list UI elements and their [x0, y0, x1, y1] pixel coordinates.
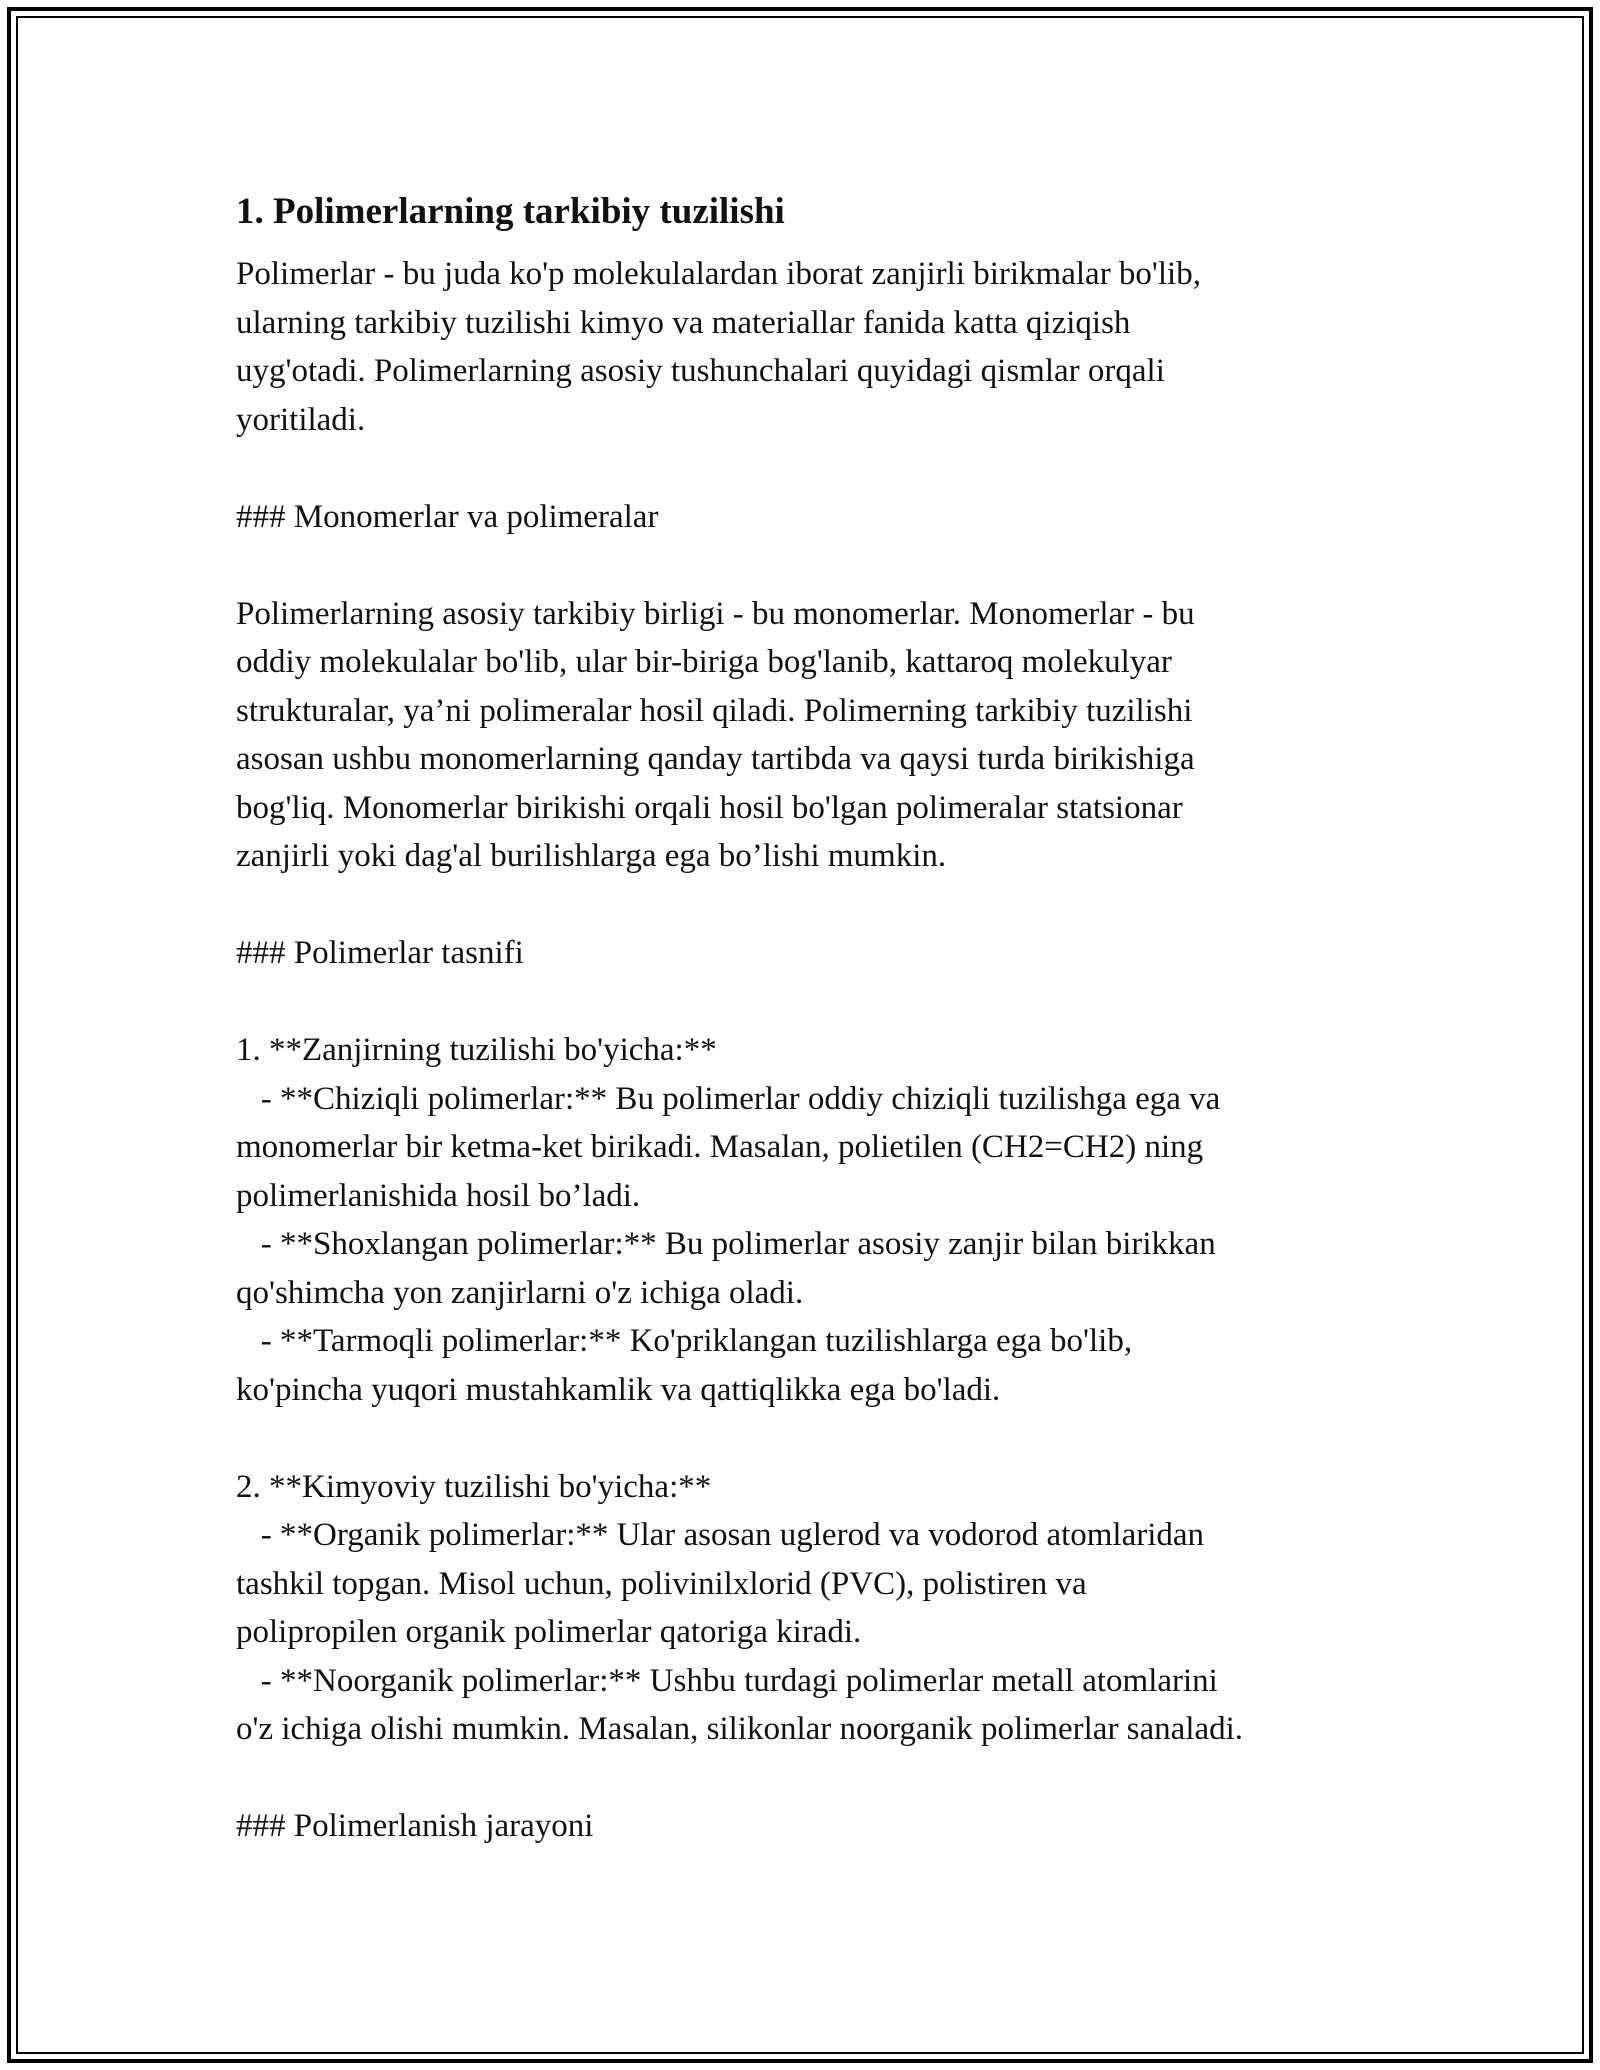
text-line: Polimerlar - bu juda ko'p molekulalardan iborat zanjirli birikmalar bo'lib,: [236, 256, 1201, 292]
document-page: [236, 186, 1376, 1851]
text-line: tashkil topgan. Misol uchun, polivinilxlorid (PVC), polistiren va: [236, 1565, 1087, 1602]
text-line: 1. **Zanjirning tuzilishi bo'yicha:**: [236, 1032, 717, 1068]
text-line: qo'shimcha yon zanjirlarni o'z ichiga oladi.: [236, 1274, 804, 1311]
blank-line: [236, 444, 1376, 493]
text-line: ko'pincha yuqori mustahkamlik va qattiqlikka ega bo'ladi.: [236, 1371, 1001, 1408]
text-line: strukturalar, ya’ni polimeralar hosil qiladi. Polimerning tarkibiy tuzilishi: [236, 692, 1193, 729]
text-line: yoritiladi.: [236, 401, 366, 438]
section-heading-line: ### Polimerlar tasnifi: [236, 935, 524, 971]
blank-line: [236, 541, 1376, 590]
text-line: bog'liq. Monomerlar birikishi orqali hosil bo'lgan polimeralar statsionar: [236, 789, 1183, 826]
text-line: - **Tarmoqli polimerlar:** Ko'priklangan tuzilishlarga ega bo'lib,: [236, 1323, 1133, 1359]
text-line: monomerlar bir ketma-ket birikadi. Masalan, polietilen (CH2=CH2) ning: [236, 1129, 1204, 1165]
text-line: ularning tarkibiy tuzilishi kimyo va materiallar fanida katta qiziqish: [236, 304, 1131, 341]
text-line: polimerlanishida hosil bo’ladi.: [236, 1177, 641, 1214]
text-line: uyg'otadi. Polimerlarning asosiy tushunchalari quyidagi qismlar orqali: [236, 353, 1165, 389]
text-line: 2. **Kimyoviy tuzilishi bo'yicha:**: [236, 1468, 712, 1505]
text-line: zanjirli yoki dag'al burilishlarga ega bo’lishi mumkin.: [236, 838, 947, 874]
text-line: asosan ushbu monomerlarning qanday tartibda va qaysi turda birikishiga: [236, 741, 1195, 777]
text-line: - **Noorganik polimerlar:** Ushbu turdagi polimerlar metall atomlarini: [236, 1662, 1218, 1699]
text-line: Polimerlarning asosiy tarkibiy birligi - bu monomerlar. Monomerlar - bu: [236, 595, 1195, 632]
text-line: - **Organik polimerlar:** Ular asosan uglerod va vodorod atomlaridan: [236, 1517, 1205, 1553]
text-line: oddiy molekulalar bo'lib, ular bir-biriga bog'lanib, kattaroq molekulyar: [236, 644, 1172, 680]
blank-line: [236, 881, 1376, 930]
blank-line: [236, 978, 1376, 1027]
text-line: o'z ichiga olishi mumkin. Masalan, silikonlar noorganik polimerlar sanaladi.: [236, 1711, 1244, 1747]
section-heading-line: ### Polimerlanish jarayoni: [236, 1808, 594, 1844]
document-body: [236, 250, 1376, 1851]
text-line: - **Chiziqli polimerlar:** Bu polimerlar oddiy chiziqli tuzilishga ega va: [236, 1080, 1221, 1117]
text-line: polipropilen organik polimerlar qatoriga kiradi.: [236, 1614, 862, 1650]
section-heading-line: ### Monomerlar va polimeralar: [236, 498, 659, 535]
blank-line: [236, 1754, 1376, 1803]
blank-line: [236, 1414, 1376, 1463]
text-line: - **Shoxlangan polimerlar:** Bu polimerlar asosiy zanjir bilan birikkan: [236, 1226, 1216, 1262]
document-title: 1. Polimerlarning tarkibiy tuzilishi: [236, 191, 785, 232]
